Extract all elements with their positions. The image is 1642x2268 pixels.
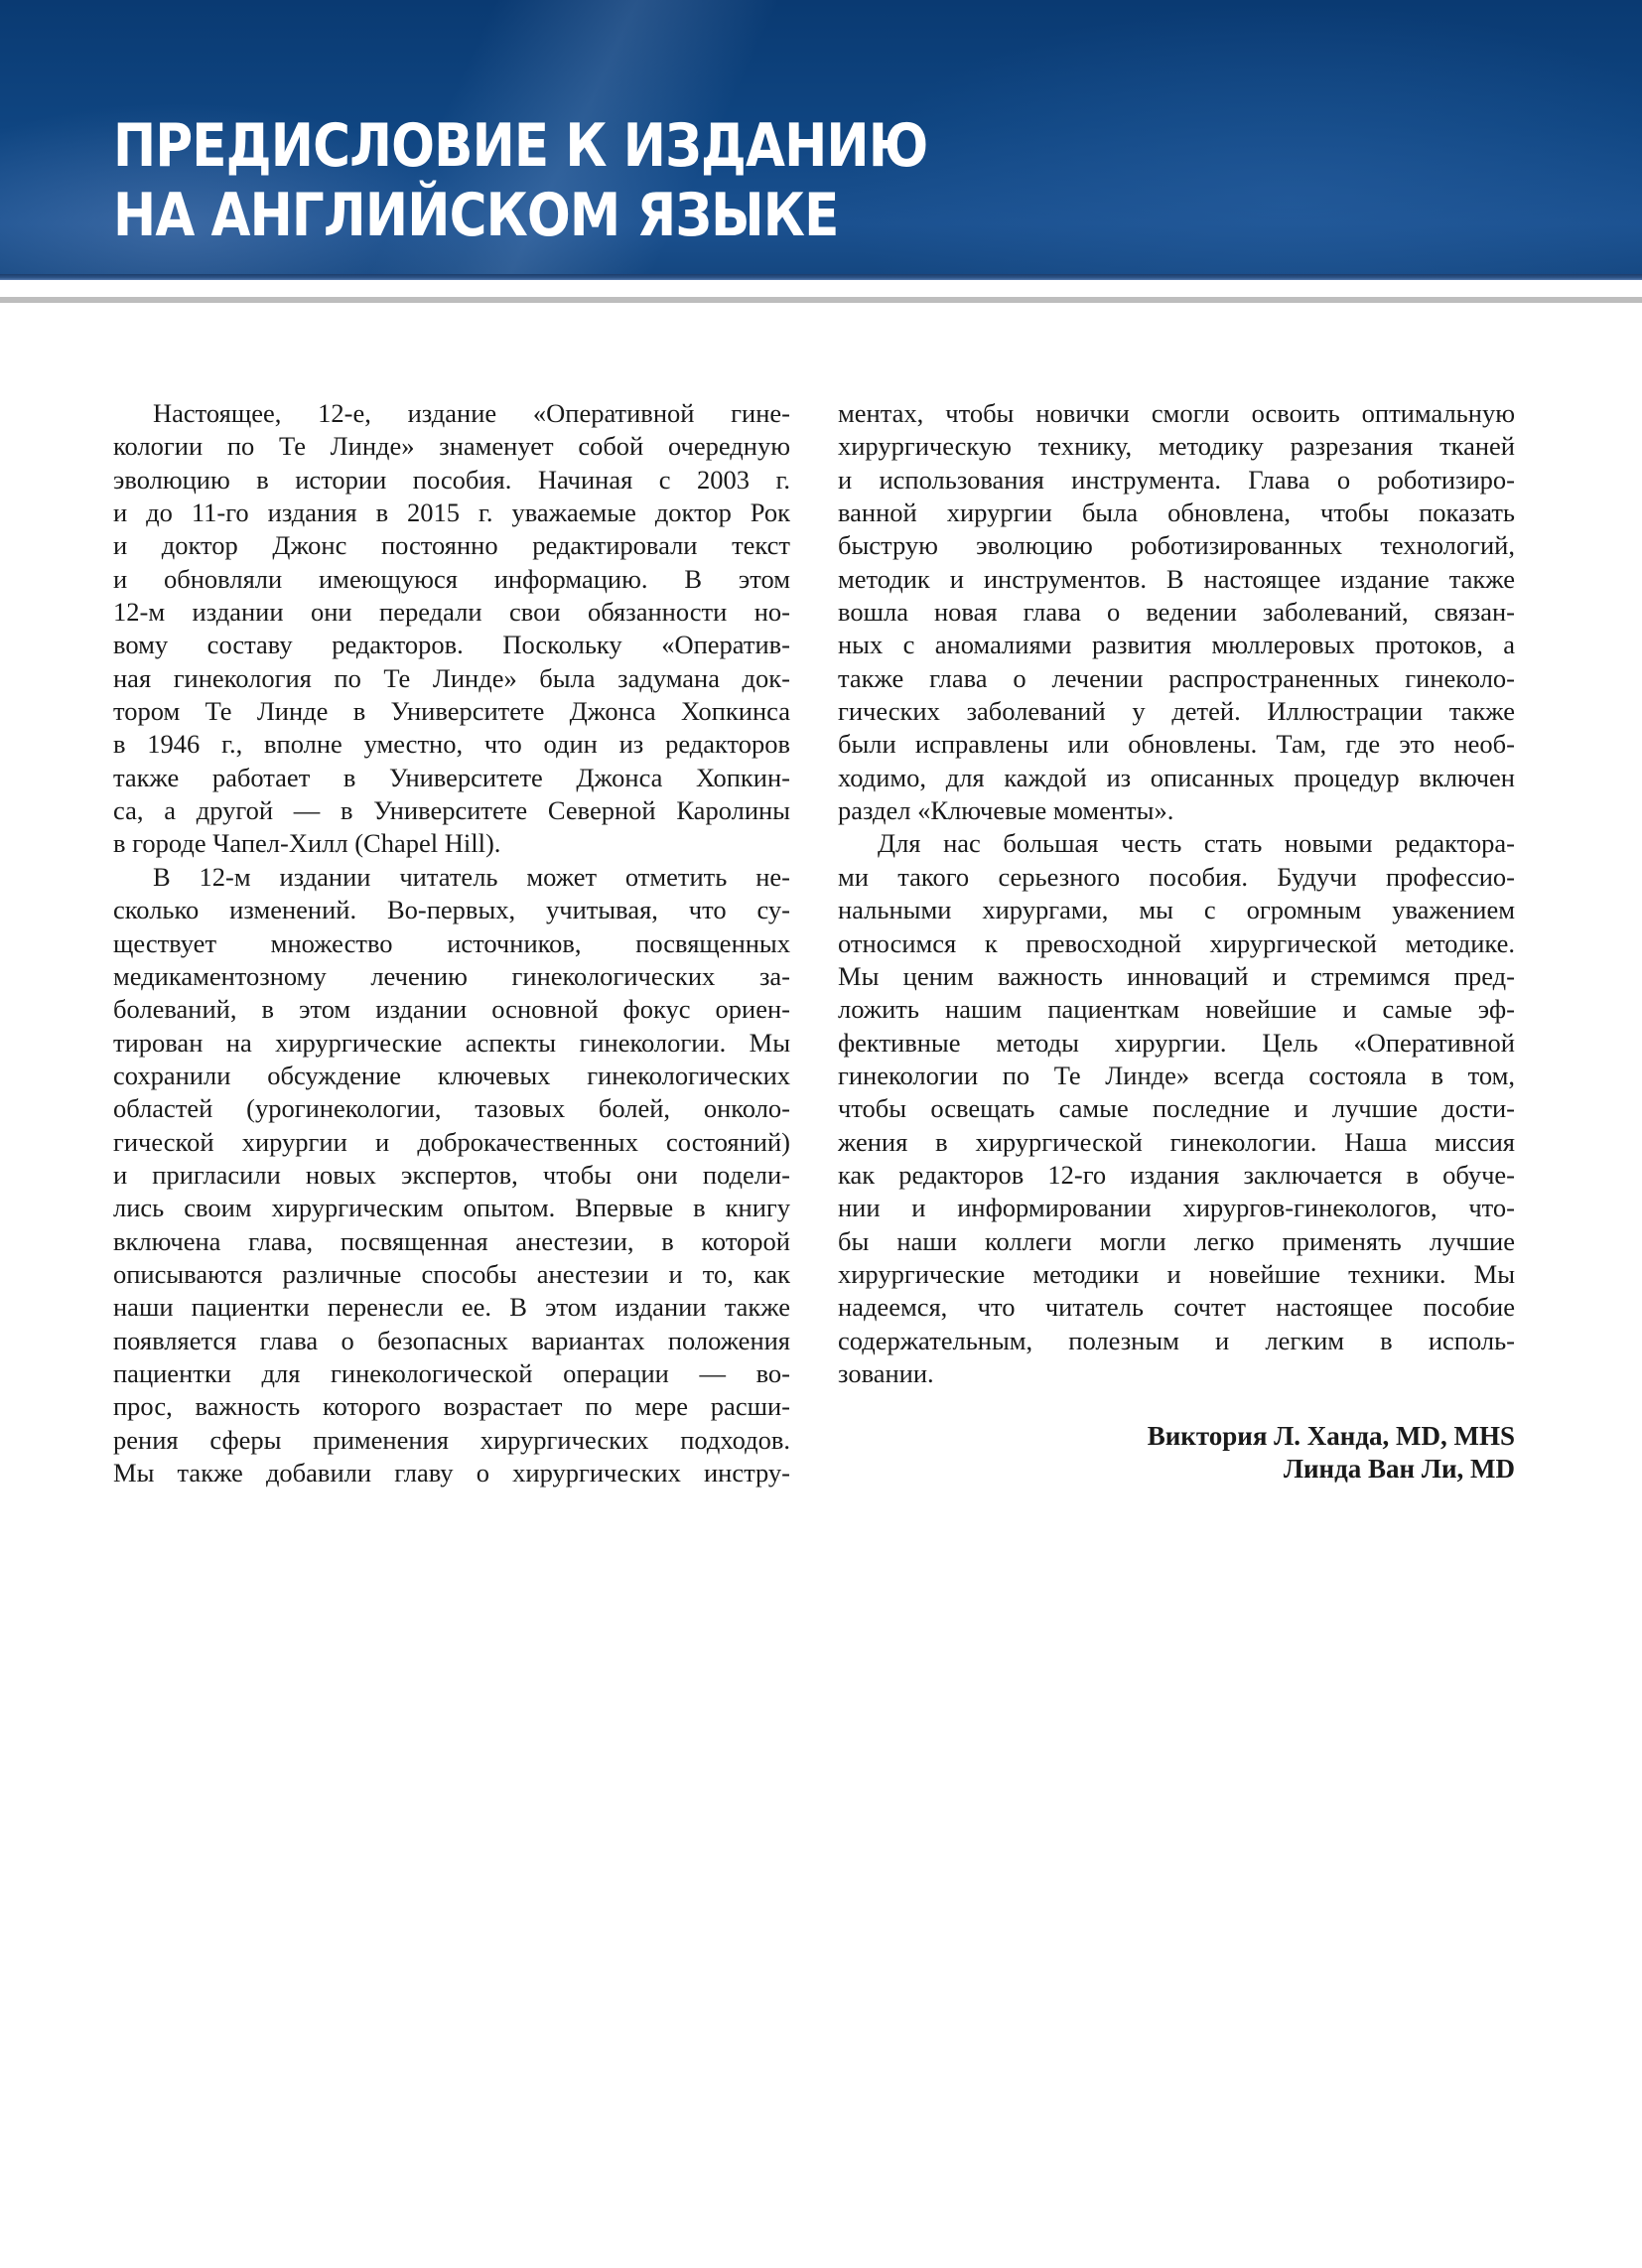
text-line: ми такого серьезного пособия. Будучи профессио- — [838, 861, 1515, 892]
text-line: гических заболеваний у детей. Иллюстрации также — [838, 696, 1515, 727]
text-line: 12-м издании они передали свои обязанности но- — [113, 597, 790, 628]
text-line: гинекологии по Те Линде» всегда состояла в том, — [838, 1060, 1515, 1090]
text-line: надеемся, что читатель сочтет настоящее пособие — [838, 1292, 1515, 1323]
text-line: нальными хирургами, мы с огромным уважением — [838, 895, 1515, 925]
text-line: раздел «Ключевые моменты». — [838, 795, 1174, 826]
text-line: са, а другой — в Университете Северной Каролины — [113, 795, 790, 826]
text-line: Мы также добавили главу о хирургических инстру- — [113, 1458, 790, 1488]
text-line: и пригласили новых экспертов, чтобы они подели- — [113, 1159, 790, 1190]
text-line: и обновляли имеющуюся информацию. В этом — [113, 563, 790, 594]
header-band — [0, 0, 1642, 280]
text-line: жения в хирургической гинекологии. Наша миссия — [838, 1126, 1515, 1157]
text-line: Для нас большая честь стать новыми редактора- — [878, 828, 1515, 859]
signature-block — [838, 1420, 1515, 1486]
text-line: и доктор Джонс постоянно редактировали текст — [113, 530, 790, 561]
text-line: хирургические методики и новейшие техники. Мы — [838, 1258, 1515, 1289]
text-line: пациентки для гинекологической операции — во- — [113, 1357, 790, 1388]
author-signature-2: Линда Ван Ли, MD — [1283, 1454, 1515, 1484]
text-line: гической хирургии и доброкачественных состояний) — [113, 1126, 790, 1157]
page-title-line-2: НА АНГЛИЙСКОМ ЯЗЫКЕ — [113, 181, 839, 250]
text-line: ная гинекология по Те Линде» была задумана док- — [113, 662, 790, 693]
text-line: содержательным, полезным и легким в исполь- — [838, 1325, 1515, 1355]
text-line: В 12-м издании читатель может отметить не- — [153, 861, 790, 892]
text-line: кологии по Те Линде» знаменует собой очередную — [113, 431, 790, 462]
text-line: нии и информировании хирургов-гинекологов, что- — [838, 1193, 1515, 1223]
author-signature-1: Виктория Л. Ханда, MD, MHS — [1147, 1421, 1515, 1451]
page-title — [113, 111, 927, 250]
text-line: фективные методы хирургии. Цель «Оперативной — [838, 1027, 1515, 1058]
paragraph-2-continued — [838, 397, 1515, 827]
text-line: вошла новая глава о ведении заболеваний, связан- — [838, 597, 1515, 628]
text-line: чтобы освещать самые последние и лучшие дости- — [838, 1093, 1515, 1124]
text-line: были исправлены или обновлены. Там, где это необ- — [838, 729, 1515, 760]
text-line: рения сферы применения хирургических подходов. — [113, 1424, 790, 1455]
text-line: быструю эволюцию роботизированных технологий, — [838, 530, 1515, 561]
text-line: ментах, чтобы новички смогли освоить оптимальную — [838, 398, 1515, 428]
text-line: лись своим хирургическим опытом. Впервые в книгу — [113, 1193, 790, 1223]
text-line: ванной хирургии была обновлена, чтобы показать — [838, 497, 1515, 528]
text-line: ходимо, для каждой из описанных процедур включен — [838, 762, 1515, 792]
text-line: вому составу редакторов. Поскольку «Оператив- — [113, 630, 790, 660]
text-line: и использования инструмента. Глава о роботизиро- — [838, 464, 1515, 495]
text-line: болеваний, в этом издании основной фокус ориен- — [113, 994, 790, 1025]
left-column — [113, 397, 790, 1489]
text-line: и до 11-го издания в 2015 г. уважаемые доктор Рок — [113, 497, 790, 528]
text-line: относимся к превосходной хирургической методике. — [838, 927, 1515, 958]
text-line: тором Те Линде в Университете Джонса Хопкинса — [113, 696, 790, 727]
text-line: медикаментозному лечению гинекологических за- — [113, 960, 790, 991]
text-line: в 1946 г., вполне уместно, что один из редакторов — [113, 729, 790, 760]
text-line: методик и инструментов. В настоящее издание также — [838, 563, 1515, 594]
header-divider — [0, 297, 1642, 303]
text-line: эволюцию в истории пособия. Начиная с 2003 г. — [113, 464, 790, 495]
text-line: зовании. — [838, 1357, 934, 1388]
text-line: также глава о лечении распространенных гинеколо- — [838, 662, 1515, 693]
text-line: сколько изменений. Во-первых, учитывая, что су- — [113, 895, 790, 925]
text-line: ных с аномалиями развития мюллеровых протоков, а — [838, 630, 1515, 660]
paragraph-2 — [113, 861, 790, 1490]
text-line: включена глава, посвященная анестезии, в которой — [113, 1225, 790, 1256]
page-title-line-1: ПРЕДИСЛОВИЕ К ИЗДАНИЮ — [113, 111, 928, 181]
paragraph-1 — [113, 397, 790, 861]
text-line: ложить нашим пациенткам новейшие и самые эф- — [838, 994, 1515, 1025]
text-line: тирован на хирургические аспекты гинекологии. Мы — [113, 1027, 790, 1058]
text-line: областей (урогинекологии, тазовых болей, онколо- — [113, 1093, 790, 1124]
text-line: в городе Чапел-Хилл (Chapel Hill). — [113, 828, 501, 859]
text-line: Мы ценим важность инноваций и стремимся пред- — [838, 960, 1515, 991]
text-line: наши пациентки перенесли ее. В этом издании также — [113, 1292, 790, 1323]
text-line: также работает в Университете Джонса Хопкин- — [113, 762, 790, 792]
text-line: прос, важность которого возрастает по мере расши- — [113, 1391, 790, 1422]
text-line: бы наши коллеги могли легко применять лучшие — [838, 1225, 1515, 1256]
text-line: ществует множество источников, посвященных — [113, 927, 790, 958]
text-line: сохранили обсуждение ключевых гинекологических — [113, 1060, 790, 1090]
right-column — [838, 397, 1515, 1390]
text-line: описываются различные способы анестезии и то, как — [113, 1258, 790, 1289]
paragraph-3 — [838, 827, 1515, 1390]
text-line: появляется глава о безопасных вариантах положения — [113, 1325, 790, 1355]
text-line: Настоящее, 12-е, издание «Оперативной гине- — [153, 398, 790, 428]
text-line: как редакторов 12-го издания заключается в обуче- — [838, 1159, 1515, 1190]
text-line: хирургическую технику, методику разрезания тканей — [838, 431, 1515, 462]
